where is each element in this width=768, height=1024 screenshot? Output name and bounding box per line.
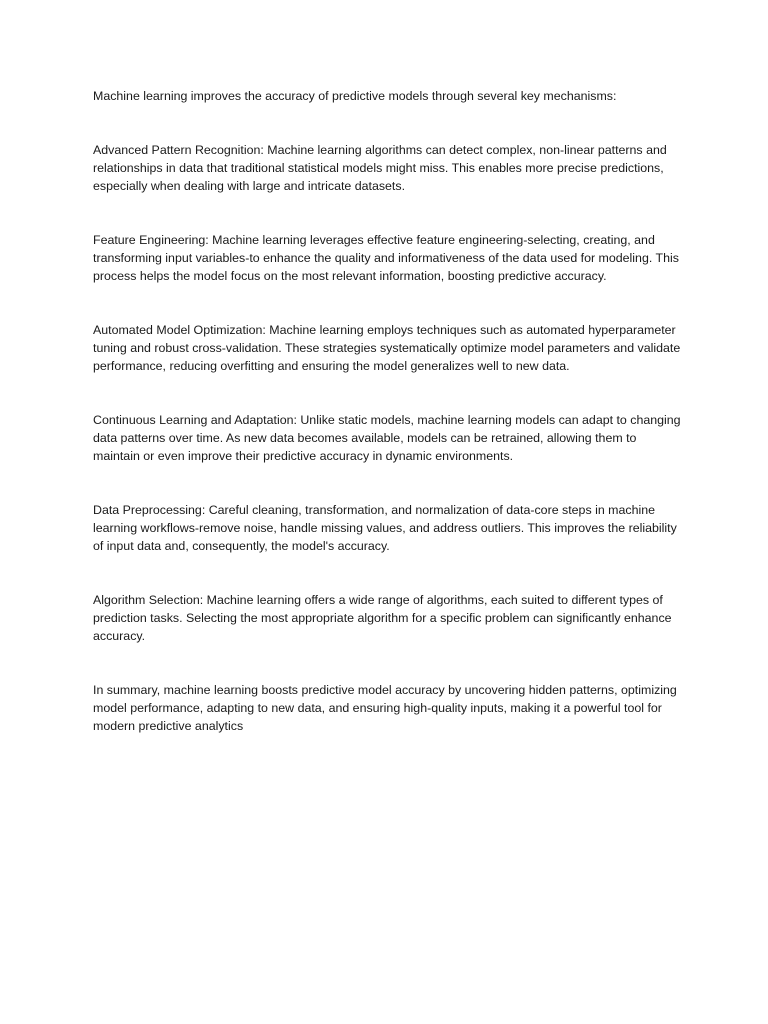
paragraph-algorithm-selection: Algorithm Selection: Machine learning offers a wide range of algorithms, each suited to different types of prediction tasks. Selecting the most appropriate algorithm for a specific problem can significantly enhance accuracy. [93, 593, 672, 643]
paragraph-feature-engineering: Feature Engineering: Machine learning leverages effective feature engineering-selecting, creating, and transforming input variables-to enhance the quality and informativeness of the data used for modeling. This process helps the model focus on the most relevant information, boosting predictive accuracy. [93, 233, 679, 283]
paragraph-model-optimization: Automated Model Optimization: Machine learning employs techniques such as automated hyperparameter tuning and robust cross-validation. These strategies systematically optimize model parameters and validate performance, reducing overfitting and ensuring the model generalizes well to new data. [93, 323, 681, 373]
paragraph-pattern-recognition: Advanced Pattern Recognition: Machine learning algorithms can detect complex, non-linear patterns and relationships in data that traditional statistical models might miss. This enables more precise predictions, especially when dealing with large and intricate datasets. [93, 143, 667, 193]
paragraph-data-preprocessing: Data Preprocessing: Careful cleaning, transformation, and normalization of data-core steps in machine learning workflows-remove noise, handle missing values, and address outliers. This improves the reliability of input data and, consequently, the model's accuracy. [93, 503, 677, 553]
paragraph-continuous-learning: Continuous Learning and Adaptation: Unlike static models, machine learning models can adapt to changing data patterns over time. As new data becomes available, models can be retrained, allowing them to maintain or even improve their predictive accuracy in dynamic environments. [93, 413, 681, 463]
summary-paragraph: In summary, machine learning boosts predictive model accuracy by uncovering hidden patterns, optimizing model performance, adapting to new data, and ensuring high-quality inputs, making it a powerful tool for modern predictive analytics [93, 683, 677, 733]
intro-paragraph: Machine learning improves the accuracy of predictive models through several key mechanisms: [93, 89, 617, 103]
document-body [93, 87, 683, 735]
